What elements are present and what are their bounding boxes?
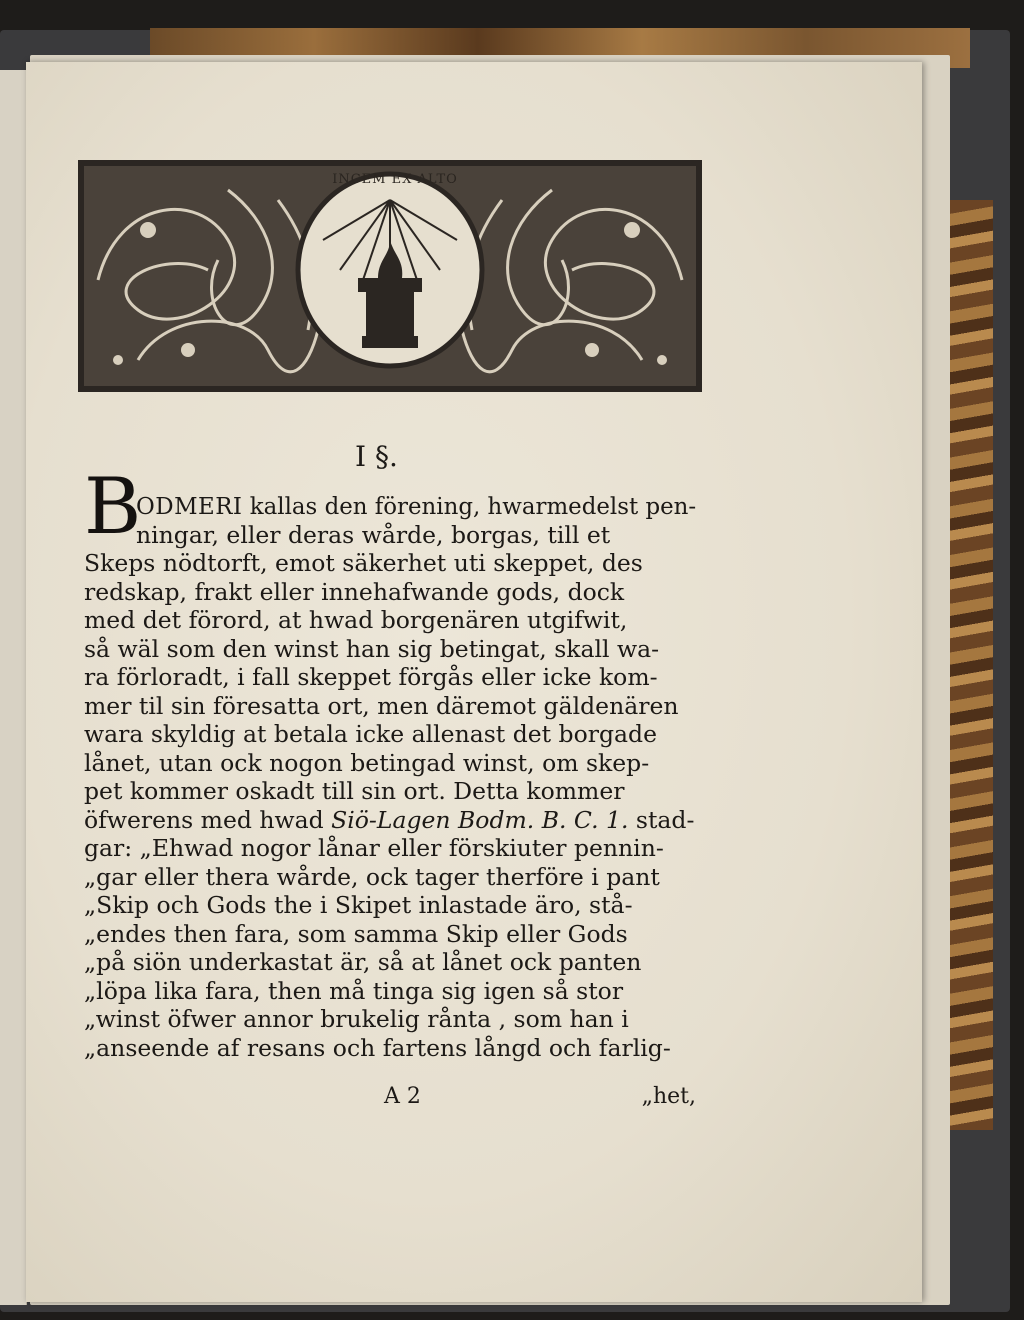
text-line: „löpa lika fara, then må tinga sig igen så stor: [84, 976, 624, 1005]
text-line: ra förloradt, i fall skeppet förgås eller icke kom-: [84, 663, 658, 691]
headpiece-ornament: [78, 160, 702, 392]
text-line: gar: „Ehwad nogor lånar eller förskiuter pennin-: [84, 834, 664, 862]
text-line: så wäl som den winst han sig betingat, skall wa-: [84, 634, 660, 663]
text-line: „Skip och Gods the i Skipet inlastade äro, stå-: [84, 891, 633, 919]
marbled-right-edge: [948, 200, 993, 1130]
body-text: [84, 492, 696, 1062]
catchword: „het,: [641, 1084, 696, 1109]
section-heading: I §.: [355, 440, 398, 473]
text-line: „på siön underkastat är, så at lånet ock panten: [84, 948, 642, 976]
drop-cap: B: [84, 462, 142, 552]
text-line: ODMERI kallas den förening, hwarmedelst pen-: [136, 492, 697, 520]
text-line: lånet, utan ock nogon betingad winst, om skep-: [84, 748, 650, 777]
text-line: „gar eller thera wårde, ock tager therföre i pant: [84, 862, 660, 891]
text-line: wara skyldig at betala icke allenast det borgade: [84, 720, 657, 748]
text-line: mer til sin föresatta ort, men däremot gäldenären: [84, 691, 679, 720]
text-line: öfwerens med hwad Siö-Lagen Bodm. B. C. 1. stad-: [84, 805, 695, 834]
text-line: „endes then fara, som samma Skip eller Gods: [84, 919, 628, 948]
text-line: ningar, eller deras wårde, borgas, till et: [136, 520, 611, 549]
text-line: Skeps nödtorft, emot säkerhet uti skeppet, des: [84, 549, 643, 577]
text-line: „winst öfwer annor brukelig rånta , som han i: [84, 1005, 629, 1033]
page-footer: [84, 1084, 696, 1114]
left-page-edge: [0, 70, 27, 1305]
text-line: redskap, frakt eller innehafwande gods, dock: [84, 577, 625, 606]
text-line: med det förord, at hwad borgenären utgifwit,: [84, 606, 628, 634]
text-line: pet kommer oskadt till sin ort. Detta kommer: [84, 777, 625, 805]
headpiece-motto: INCEM EX ALTO: [332, 172, 458, 187]
signature-mark: A 2: [384, 1084, 421, 1109]
text-line: „anseende af resans och fartens långd och farlig-: [84, 1033, 671, 1062]
